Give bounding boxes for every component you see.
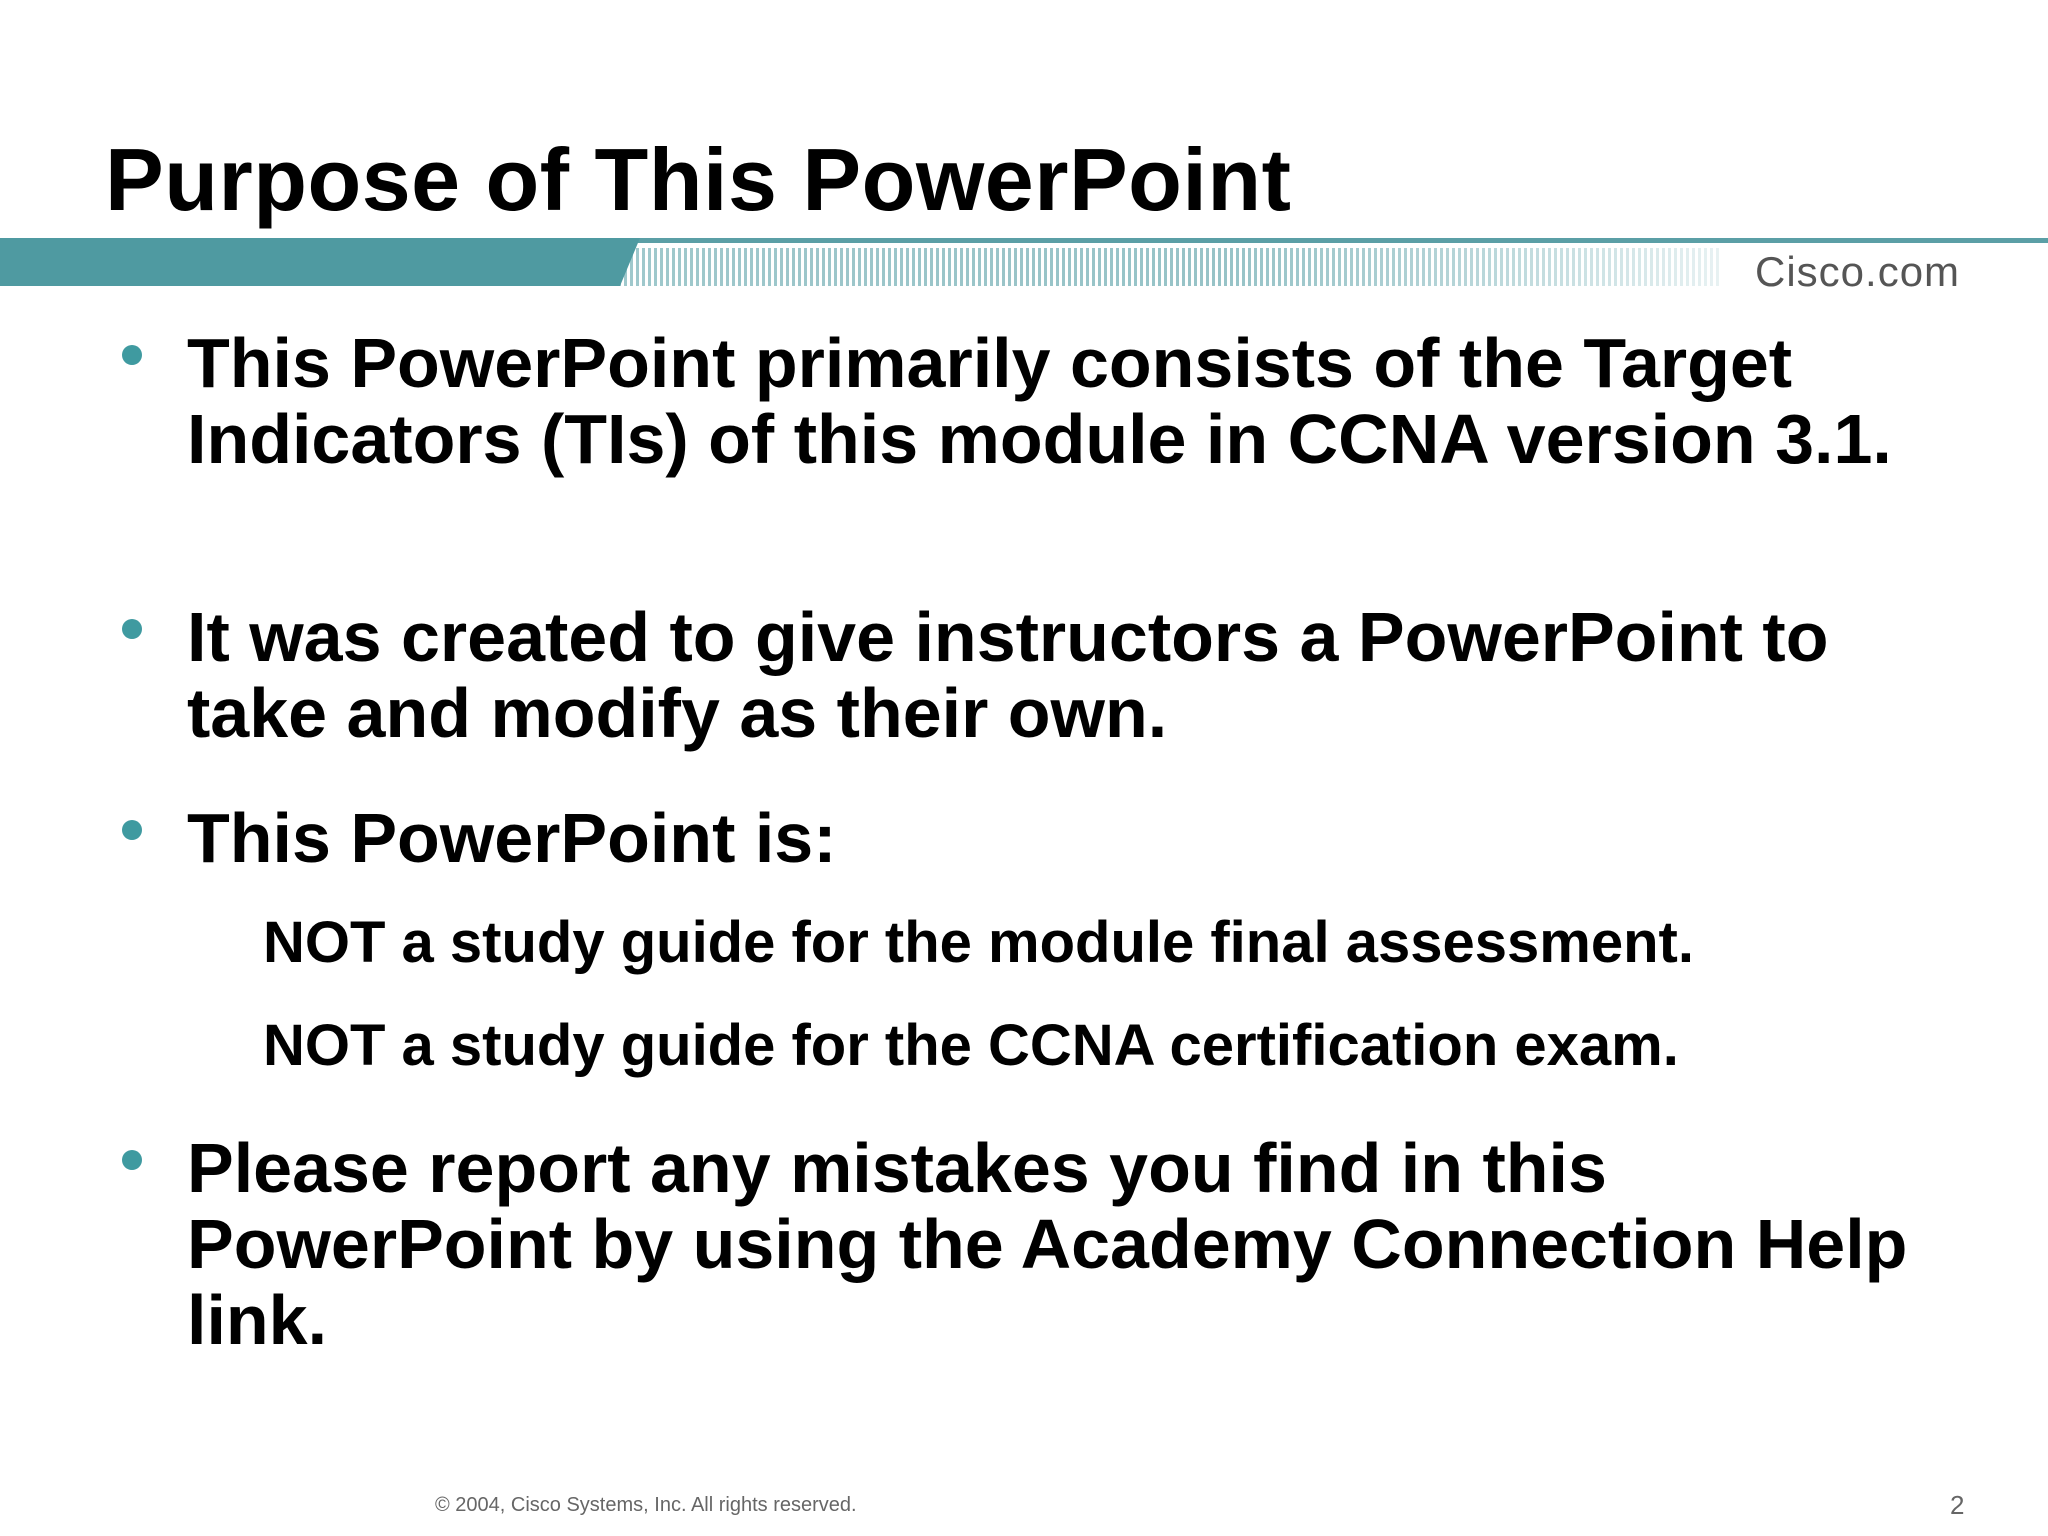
bullet-dot-icon <box>122 820 142 840</box>
bullet-item: This PowerPoint primarily consists of the Target Indicators (TIs) of this module in CCNA version 3.1. <box>187 324 1892 478</box>
sub-item: NOT a study guide for the CCNA certification exam. <box>263 1013 1679 1078</box>
page-number: 2 <box>1950 1490 1965 1520</box>
bullet-item: It was created to give instructors a PowerPoint to take and modify as their own. <box>187 598 1829 752</box>
slide-title: Purpose of This PowerPoint <box>105 130 1292 229</box>
header-banner <box>0 238 2048 286</box>
cisco-logo-text: Cisco.com <box>1755 248 1961 295</box>
bullet-item: This PowerPoint is: <box>187 799 837 877</box>
banner-graphic <box>0 238 2048 286</box>
bullet-dot-icon <box>122 345 142 365</box>
bullet-dot-icon <box>122 619 142 639</box>
copyright-footer: © 2004, Cisco Systems, Inc. All rights reserved. <box>435 1494 857 1516</box>
sub-item: NOT a study guide for the module final assessment. <box>263 910 1694 975</box>
bullet-dot-icon <box>122 1150 142 1170</box>
bullet-item: Please report any mistakes you find in this PowerPoint by using the Academy Connection Help link. <box>187 1129 1908 1359</box>
